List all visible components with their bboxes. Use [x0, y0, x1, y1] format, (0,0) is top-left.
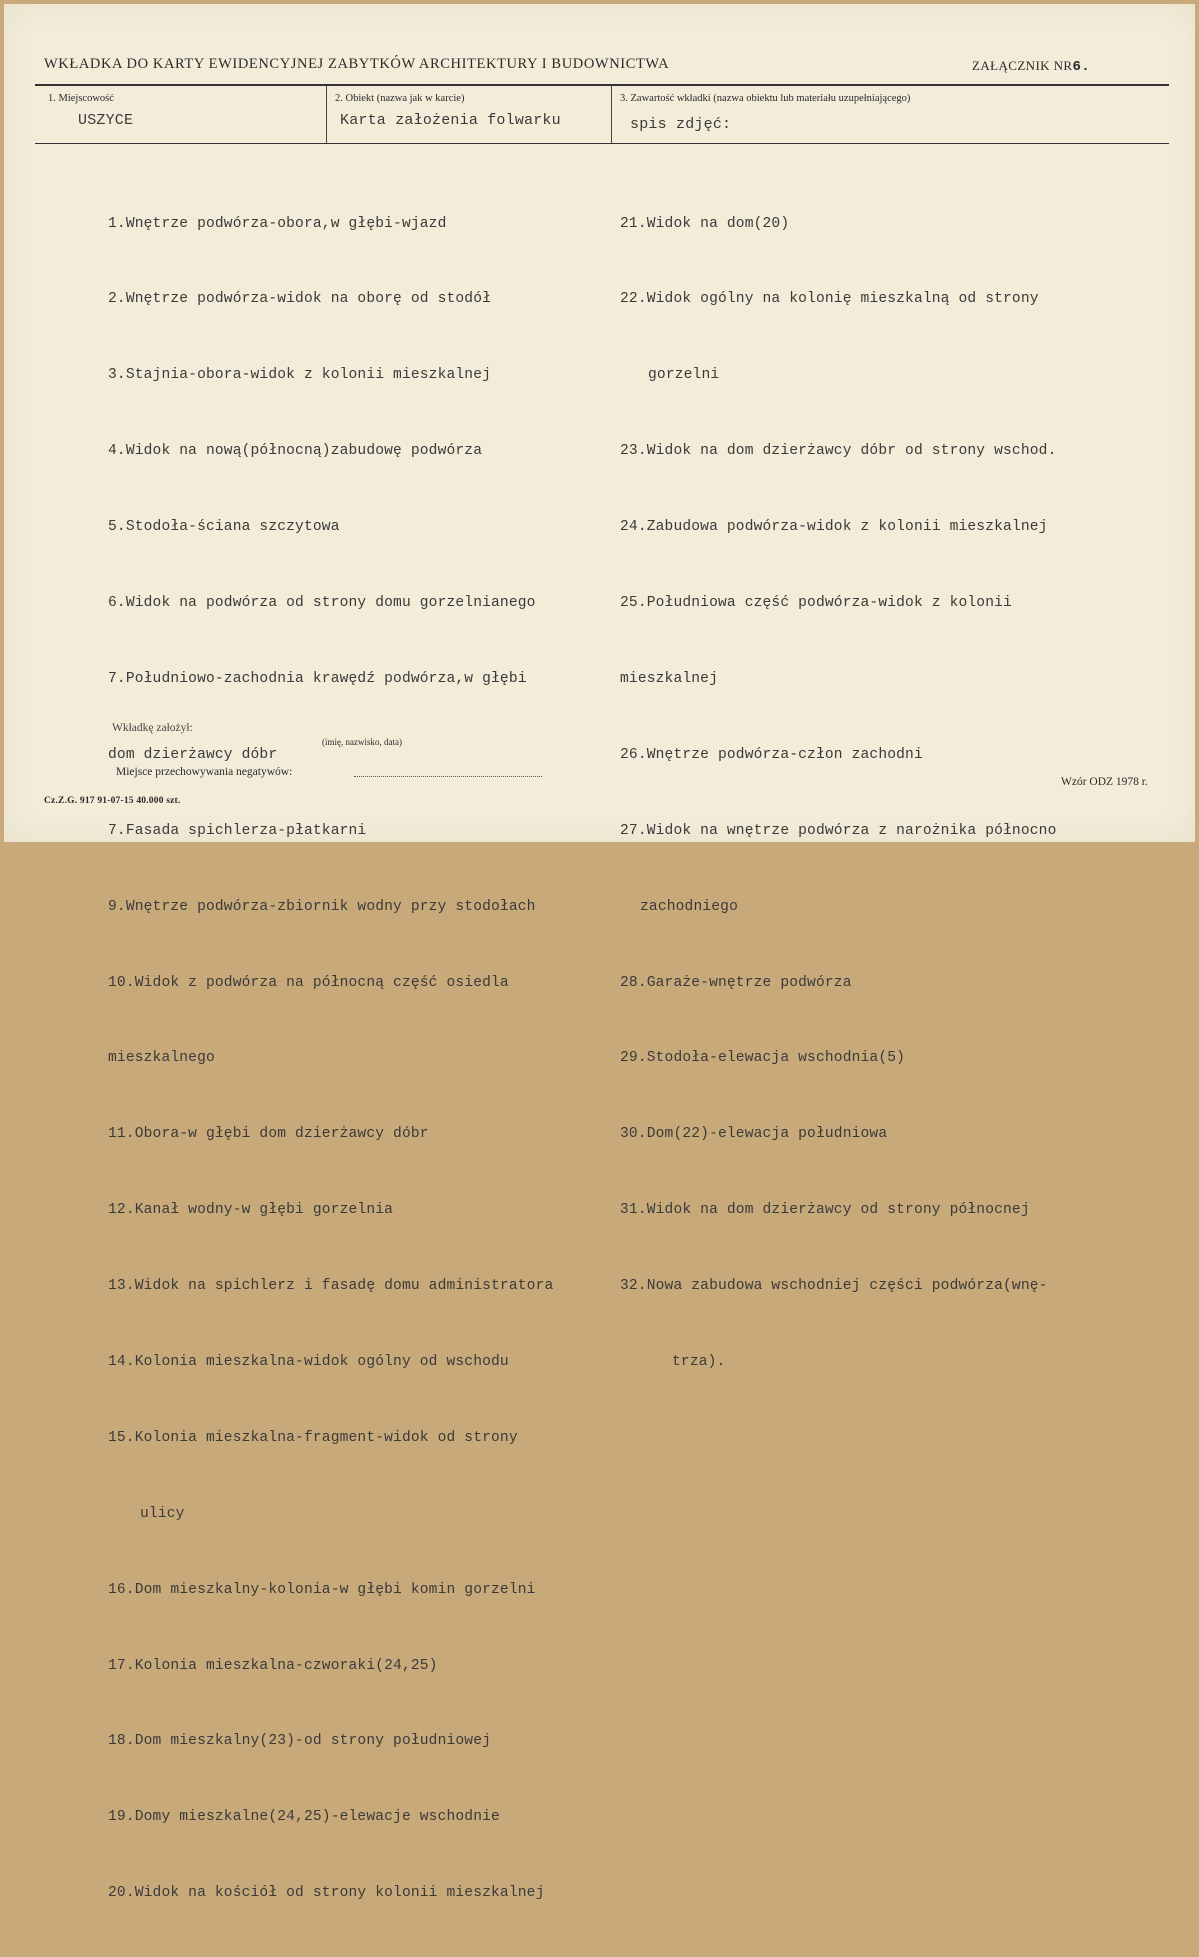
list-item-continuation: mieszkalnego — [108, 1050, 215, 1067]
list-item: 24.Zabudowa podwórza-widok z kolonii mieszkalnej — [620, 519, 1048, 536]
list-item: 20.Widok na kościół od strony kolonii mieszkalnej — [108, 1885, 545, 1902]
list-item: 30.Dom(22)-elewacja południowa — [620, 1126, 888, 1143]
list-item: 7.Fasada spichlerza-płatkarni — [108, 822, 367, 839]
photo-list-right — [620, 161, 1056, 1426]
list-item-continuation: mieszkalnej — [620, 670, 718, 687]
list-item-continuation: ulicy — [140, 1505, 185, 1522]
locality-label: 1. Miejscowość — [48, 93, 114, 104]
annex-label — [972, 58, 1090, 75]
list-item: 2.Wnętrze podwórza-widok na oborę od stodół — [108, 291, 492, 308]
list-item: 21.Widok na dom(20) — [620, 215, 790, 232]
list-item: 1.Wnętrze podwórza-obora,w głębi-wjazd — [108, 215, 447, 232]
template-version: Wzór ODZ 1978 r. — [1061, 776, 1148, 788]
list-item: 12.Kanał wodny-w głębi gorzelnia — [108, 1202, 394, 1219]
list-item: 22.Widok ogólny na kolonię mieszkalną od strony — [620, 291, 1039, 308]
list-item-continuation: zachodniego — [640, 898, 738, 915]
field-separator-1 — [326, 85, 327, 143]
annex-label-text: ZAŁĄCZNIK NR — [972, 58, 1073, 73]
list-item-continuation: dom dzierżawcy dóbr — [108, 746, 278, 763]
list-item: 29.Stodoła-elewacja wschodnia(5) — [620, 1050, 906, 1067]
list-item: 16.Dom mieszkalny-kolonia-w głębi komin gorzelni — [108, 1581, 536, 1598]
list-item: 4.Widok na nową(północną)zabudowę podwórza — [108, 443, 483, 460]
list-item: 5.Stodoła-ściana szczytowa — [108, 519, 340, 536]
list-item: 31.Widok na dom dzierżawcy od strony północnej — [620, 1202, 1030, 1219]
list-item: 32.Nowa zabudowa wschodniej części podwórza(wnę- — [620, 1278, 1048, 1295]
list-item: 6.Widok na podwórza od strony domu gorzelnianego — [108, 595, 536, 612]
record-card — [4, 4, 1195, 1902]
list-item: 10.Widok z podwórza na północną część osiedla — [108, 974, 509, 991]
object-value: Karta założenia folwarku — [340, 112, 561, 129]
form-title: WKŁADKA DO KARTY EWIDENCYJNEJ ZABYTKÓW ARCHITEKTURY I BUDOWNICTWA — [44, 56, 670, 72]
list-item: 23.Widok na dom dzierżawcy dóbr od strony wschod. — [620, 443, 1057, 460]
print-info: Cz.Z.G. 917 91-07-15 40.000 szt. — [44, 796, 181, 806]
list-item: 19.Domy mieszkalne(24,25)-elewacje wschodnie — [108, 1809, 500, 1826]
content-label: 3. Zawartość wkładki (nazwa obiektu lub materiału uzupełniającego) — [620, 93, 911, 104]
photo-list-left — [108, 161, 553, 1957]
list-item: 28.Garaże-wnętrze podwórza — [620, 974, 852, 991]
list-item: 9.Wnętrze podwórza-zbiornik wodny przy stodołach — [108, 898, 536, 915]
list-item-continuation: gorzelni — [648, 367, 720, 384]
header-top-rule — [35, 84, 1169, 86]
header-bottom-rule — [35, 143, 1169, 144]
list-item: 27.Widok na wnętrze podwórza z narożnika północno — [620, 822, 1057, 839]
object-label: 2. Obiekt (nazwa jak w karcie) — [335, 93, 465, 104]
annex-number: 6. — [1072, 59, 1091, 75]
negatives-label: Miejsce przechowywania negatywów: — [116, 766, 293, 778]
list-item: 15.Kolonia mieszkalna-fragment-widok od strony — [108, 1429, 518, 1446]
list-item: 26.Wnętrze podwórza-człon zachodni — [620, 746, 923, 763]
list-item: 17.Kolonia mieszkalna-czworaki(24,25) — [108, 1657, 438, 1674]
negatives-dotted-line — [354, 776, 542, 777]
list-item: 3.Stajnia-obora-widok z kolonii mieszkalnej — [108, 367, 492, 384]
list-item-continuation: trza). — [672, 1353, 726, 1370]
prepared-by-sublabel: (imię, nazwisko, data) — [322, 737, 402, 747]
list-item: 13.Widok na spichlerz i fasadę domu administratora — [108, 1278, 554, 1295]
list-item: 14.Kolonia mieszkalna-widok ogólny od wschodu — [108, 1353, 509, 1370]
list-item: 18.Dom mieszkalny(23)-od strony południowej — [108, 1733, 492, 1750]
list-item: 11.Obora-w głębi dom dzierżawcy dóbr — [108, 1126, 429, 1143]
field-separator-2 — [611, 85, 612, 143]
list-item: 25.Południowa część podwórza-widok z kolonii — [620, 595, 1012, 612]
list-item: 7.Południowo-zachodnia krawędź podwórza,w głębi — [108, 670, 527, 687]
content-value: spis zdjęć: — [630, 116, 732, 133]
locality-value: USZYCE — [78, 112, 134, 129]
prepared-by-label: Wkładkę założył: — [112, 722, 193, 734]
